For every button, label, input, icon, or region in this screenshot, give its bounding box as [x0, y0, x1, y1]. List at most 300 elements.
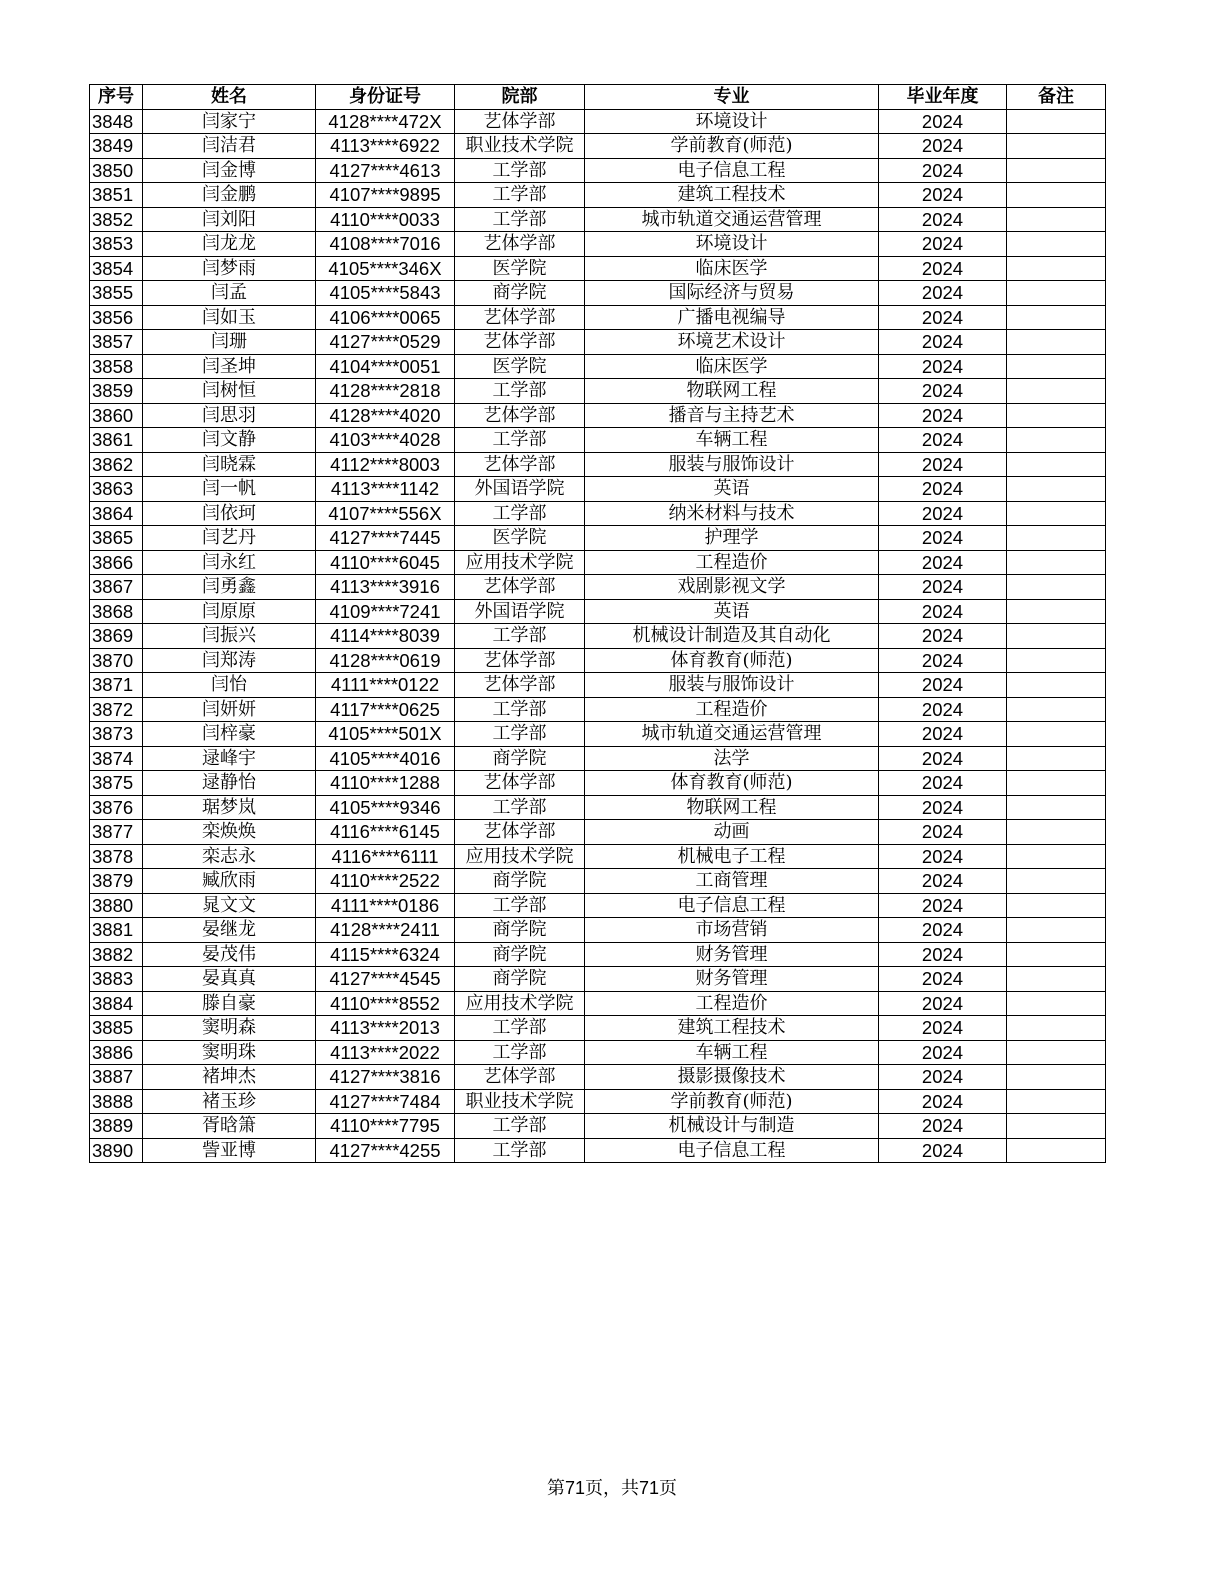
name-cell: 闫梓豪 [143, 722, 316, 747]
department-cell: 工学部 [455, 183, 585, 208]
department-cell: 工学部 [455, 501, 585, 526]
department-cell: 应用技术学院 [455, 550, 585, 575]
remarks-cell [1007, 844, 1106, 869]
remarks-cell [1007, 428, 1106, 453]
graduation-year-cell: 2024 [879, 1016, 1007, 1041]
id-number-cell: 4111****0186 [316, 893, 455, 918]
table-row [90, 305, 1106, 330]
major-cell: 戏剧影视文学 [585, 575, 879, 600]
graduation-year-cell: 2024 [879, 477, 1007, 502]
department-cell: 工学部 [455, 795, 585, 820]
graduation-year-cell: 2024 [879, 1138, 1007, 1163]
name-cell: 闫勇鑫 [143, 575, 316, 600]
major-cell: 物联网工程 [585, 379, 879, 404]
department-cell: 工学部 [455, 428, 585, 453]
graduation-year-cell: 2024 [879, 918, 1007, 943]
graduation-year-cell: 2024 [879, 1114, 1007, 1139]
remarks-cell [1007, 379, 1106, 404]
seq-cell: 3871 [90, 673, 143, 698]
table-row [90, 599, 1106, 624]
id-number-cell: 4128****2411 [316, 918, 455, 943]
name-cell: 逯峰宇 [143, 746, 316, 771]
table-row [90, 207, 1106, 232]
department-cell: 工学部 [455, 1040, 585, 1065]
seq-cell: 3874 [90, 746, 143, 771]
seq-cell: 3860 [90, 403, 143, 428]
id-number-cell: 4110****8552 [316, 991, 455, 1016]
remarks-cell [1007, 501, 1106, 526]
seq-cell: 3884 [90, 991, 143, 1016]
remarks-cell [1007, 526, 1106, 551]
graduate-roster-table [89, 84, 1106, 1163]
department-cell: 工学部 [455, 1016, 585, 1041]
id-number-cell: 4128****2818 [316, 379, 455, 404]
table-row [90, 330, 1106, 355]
major-cell: 播音与主持艺术 [585, 403, 879, 428]
remarks-cell [1007, 1016, 1106, 1041]
name-cell: 逯静怡 [143, 771, 316, 796]
department-cell: 应用技术学院 [455, 844, 585, 869]
table-row [90, 746, 1106, 771]
seq-cell: 3851 [90, 183, 143, 208]
table-row [90, 354, 1106, 379]
name-cell: 闫思羽 [143, 403, 316, 428]
graduation-year-cell: 2024 [879, 575, 1007, 600]
major-cell: 电子信息工程 [585, 158, 879, 183]
major-cell: 机械设计制造及其自动化 [585, 624, 879, 649]
seq-cell: 3869 [90, 624, 143, 649]
table-row [90, 722, 1106, 747]
name-cell: 闫树恒 [143, 379, 316, 404]
table-row [90, 232, 1106, 257]
remarks-cell [1007, 256, 1106, 281]
table-row [90, 183, 1106, 208]
remarks-cell [1007, 550, 1106, 575]
seq-cell: 3879 [90, 869, 143, 894]
major-cell: 工程造价 [585, 991, 879, 1016]
seq-cell: 3853 [90, 232, 143, 257]
seq-cell: 3890 [90, 1138, 143, 1163]
header-graduation-year: 毕业年度 [879, 85, 1007, 110]
graduation-year-cell: 2024 [879, 722, 1007, 747]
name-cell: 晁文文 [143, 893, 316, 918]
department-cell: 商学院 [455, 281, 585, 306]
footer-prefix: 第 [546, 1478, 565, 1499]
header-name: 姓名 [143, 85, 316, 110]
header-major: 专业 [585, 85, 879, 110]
graduation-year-cell: 2024 [879, 673, 1007, 698]
table-row [90, 820, 1106, 845]
table-row [90, 134, 1106, 159]
id-number-cell: 4103****4028 [316, 428, 455, 453]
major-cell: 体育教育(师范) [585, 771, 879, 796]
table-row [90, 158, 1106, 183]
seq-cell: 3881 [90, 918, 143, 943]
id-number-cell: 4113****1142 [316, 477, 455, 502]
seq-cell: 3857 [90, 330, 143, 355]
name-cell: 晏茂伟 [143, 942, 316, 967]
major-cell: 机械电子工程 [585, 844, 879, 869]
major-cell: 临床医学 [585, 354, 879, 379]
seq-cell: 3888 [90, 1089, 143, 1114]
department-cell: 艺体学部 [455, 575, 585, 600]
name-cell: 晏继龙 [143, 918, 316, 943]
table-row [90, 673, 1106, 698]
major-cell: 学前教育(师范) [585, 134, 879, 159]
table-row [90, 795, 1106, 820]
seq-cell: 3864 [90, 501, 143, 526]
department-cell: 医学院 [455, 354, 585, 379]
graduation-year-cell: 2024 [879, 403, 1007, 428]
table-body [90, 109, 1106, 1163]
department-cell: 艺体学部 [455, 771, 585, 796]
graduation-year-cell: 2024 [879, 624, 1007, 649]
table-row [90, 869, 1106, 894]
name-cell: 闫金鹏 [143, 183, 316, 208]
table-row [90, 991, 1106, 1016]
department-cell: 艺体学部 [455, 403, 585, 428]
id-number-cell: 4116****6111 [316, 844, 455, 869]
seq-cell: 3878 [90, 844, 143, 869]
table-row [90, 697, 1106, 722]
table-row [90, 452, 1106, 477]
department-cell: 工学部 [455, 207, 585, 232]
department-cell: 艺体学部 [455, 820, 585, 845]
name-cell: 闫艺丹 [143, 526, 316, 551]
seq-cell: 3868 [90, 599, 143, 624]
name-cell: 栾焕焕 [143, 820, 316, 845]
id-number-cell: 4105****9346 [316, 795, 455, 820]
remarks-cell [1007, 1114, 1106, 1139]
table-row [90, 942, 1106, 967]
name-cell: 闫家宁 [143, 109, 316, 134]
seq-cell: 3850 [90, 158, 143, 183]
graduation-year-cell: 2024 [879, 967, 1007, 992]
major-cell: 服装与服饰设计 [585, 452, 879, 477]
remarks-cell [1007, 869, 1106, 894]
major-cell: 护理学 [585, 526, 879, 551]
remarks-cell [1007, 795, 1106, 820]
id-number-cell: 4128****4020 [316, 403, 455, 428]
graduation-year-cell: 2024 [879, 428, 1007, 453]
seq-cell: 3875 [90, 771, 143, 796]
major-cell: 电子信息工程 [585, 893, 879, 918]
seq-cell: 3859 [90, 379, 143, 404]
department-cell: 工学部 [455, 379, 585, 404]
name-cell: 胥晗箫 [143, 1114, 316, 1139]
id-number-cell: 4105****346X [316, 256, 455, 281]
graduation-year-cell: 2024 [879, 550, 1007, 575]
name-cell: 闫文静 [143, 428, 316, 453]
major-cell: 英语 [585, 599, 879, 624]
seq-cell: 3873 [90, 722, 143, 747]
remarks-cell [1007, 1065, 1106, 1090]
seq-cell: 3880 [90, 893, 143, 918]
remarks-cell [1007, 1089, 1106, 1114]
major-cell: 市场营销 [585, 918, 879, 943]
seq-cell: 3872 [90, 697, 143, 722]
seq-cell: 3861 [90, 428, 143, 453]
department-cell: 职业技术学院 [455, 1089, 585, 1114]
department-cell: 工学部 [455, 1114, 585, 1139]
table-row [90, 256, 1106, 281]
id-number-cell: 4108****7016 [316, 232, 455, 257]
name-cell: 琚梦岚 [143, 795, 316, 820]
remarks-cell [1007, 648, 1106, 673]
name-cell: 闫妍妍 [143, 697, 316, 722]
id-number-cell: 4105****4016 [316, 746, 455, 771]
department-cell: 医学院 [455, 526, 585, 551]
name-cell: 闫金博 [143, 158, 316, 183]
department-cell: 外国语学院 [455, 477, 585, 502]
graduation-year-cell: 2024 [879, 869, 1007, 894]
major-cell: 财务管理 [585, 942, 879, 967]
table-row [90, 109, 1106, 134]
id-number-cell: 4127****4613 [316, 158, 455, 183]
remarks-cell [1007, 599, 1106, 624]
graduation-year-cell: 2024 [879, 452, 1007, 477]
department-cell: 艺体学部 [455, 673, 585, 698]
remarks-cell [1007, 771, 1106, 796]
table-row [90, 1065, 1106, 1090]
graduation-year-cell: 2024 [879, 893, 1007, 918]
seq-cell: 3889 [90, 1114, 143, 1139]
major-cell: 机械设计与制造 [585, 1114, 879, 1139]
graduation-year-cell: 2024 [879, 746, 1007, 771]
department-cell: 商学院 [455, 746, 585, 771]
department-cell: 商学院 [455, 869, 585, 894]
department-cell: 艺体学部 [455, 452, 585, 477]
id-number-cell: 4113****3916 [316, 575, 455, 600]
id-number-cell: 4110****7795 [316, 1114, 455, 1139]
footer-page-number: 71 [564, 1478, 585, 1498]
id-number-cell: 4110****0033 [316, 207, 455, 232]
id-number-cell: 4127****0529 [316, 330, 455, 355]
seq-cell: 3854 [90, 256, 143, 281]
major-cell: 摄影摄像技术 [585, 1065, 879, 1090]
name-cell: 闫梦雨 [143, 256, 316, 281]
seq-cell: 3848 [90, 109, 143, 134]
footer-middle: 页，共 [585, 1478, 639, 1499]
remarks-cell [1007, 722, 1106, 747]
department-cell: 商学院 [455, 967, 585, 992]
department-cell: 艺体学部 [455, 109, 585, 134]
major-cell: 纳米材料与技术 [585, 501, 879, 526]
major-cell: 工商管理 [585, 869, 879, 894]
major-cell: 建筑工程技术 [585, 183, 879, 208]
seq-cell: 3856 [90, 305, 143, 330]
seq-cell: 3862 [90, 452, 143, 477]
remarks-cell [1007, 403, 1106, 428]
remarks-cell [1007, 673, 1106, 698]
table-row [90, 403, 1106, 428]
table-row [90, 1016, 1106, 1041]
remarks-cell [1007, 942, 1106, 967]
remarks-cell [1007, 354, 1106, 379]
graduation-year-cell: 2024 [879, 305, 1007, 330]
graduation-year-cell: 2024 [879, 599, 1007, 624]
id-number-cell: 4106****0065 [316, 305, 455, 330]
remarks-cell [1007, 918, 1106, 943]
remarks-cell [1007, 477, 1106, 502]
remarks-cell [1007, 575, 1106, 600]
department-cell: 工学部 [455, 624, 585, 649]
header-id-number: 身份证号 [316, 85, 455, 110]
table-row [90, 1114, 1106, 1139]
table-row [90, 379, 1106, 404]
id-number-cell: 4117****0625 [316, 697, 455, 722]
name-cell: 闫晓霖 [143, 452, 316, 477]
remarks-cell [1007, 452, 1106, 477]
name-cell: 訾亚博 [143, 1138, 316, 1163]
name-cell: 闫刘阳 [143, 207, 316, 232]
id-number-cell: 4114****8039 [316, 624, 455, 649]
table-row [90, 1138, 1106, 1163]
name-cell: 褚坤杰 [143, 1065, 316, 1090]
major-cell: 车辆工程 [585, 428, 879, 453]
graduation-year-cell: 2024 [879, 1089, 1007, 1114]
graduation-year-cell: 2024 [879, 820, 1007, 845]
table-row [90, 648, 1106, 673]
major-cell: 体育教育(师范) [585, 648, 879, 673]
table-row [90, 967, 1106, 992]
remarks-cell [1007, 820, 1106, 845]
id-number-cell: 4104****0051 [316, 354, 455, 379]
remarks-cell [1007, 991, 1106, 1016]
remarks-cell [1007, 158, 1106, 183]
major-cell: 车辆工程 [585, 1040, 879, 1065]
graduation-year-cell: 2024 [879, 526, 1007, 551]
graduation-year-cell: 2024 [879, 1065, 1007, 1090]
seq-cell: 3852 [90, 207, 143, 232]
major-cell: 城市轨道交通运营管理 [585, 722, 879, 747]
table-row [90, 624, 1106, 649]
name-cell: 闫孟 [143, 281, 316, 306]
id-number-cell: 4107****556X [316, 501, 455, 526]
id-number-cell: 4128****472X [316, 109, 455, 134]
id-number-cell: 4107****9895 [316, 183, 455, 208]
graduation-year-cell: 2024 [879, 771, 1007, 796]
header-remarks: 备注 [1007, 85, 1106, 110]
graduation-year-cell: 2024 [879, 844, 1007, 869]
id-number-cell: 4113****2022 [316, 1040, 455, 1065]
major-cell: 广播电视编导 [585, 305, 879, 330]
graduation-year-cell: 2024 [879, 379, 1007, 404]
graduation-year-cell: 2024 [879, 991, 1007, 1016]
graduation-year-cell: 2024 [879, 354, 1007, 379]
major-cell: 建筑工程技术 [585, 1016, 879, 1041]
seq-cell: 3885 [90, 1016, 143, 1041]
table-row [90, 1089, 1106, 1114]
name-cell: 栾志永 [143, 844, 316, 869]
name-cell: 闫原原 [143, 599, 316, 624]
id-number-cell: 4127****3816 [316, 1065, 455, 1090]
name-cell: 闫依珂 [143, 501, 316, 526]
footer-total-pages: 71 [639, 1478, 660, 1498]
remarks-cell [1007, 967, 1106, 992]
graduation-year-cell: 2024 [879, 330, 1007, 355]
name-cell: 滕自豪 [143, 991, 316, 1016]
table-row [90, 428, 1106, 453]
id-number-cell: 4127****4255 [316, 1138, 455, 1163]
name-cell: 闫怡 [143, 673, 316, 698]
major-cell: 法学 [585, 746, 879, 771]
remarks-cell [1007, 1138, 1106, 1163]
id-number-cell: 4127****7445 [316, 526, 455, 551]
graduation-year-cell: 2024 [879, 795, 1007, 820]
table-row [90, 550, 1106, 575]
department-cell: 艺体学部 [455, 648, 585, 673]
remarks-cell [1007, 624, 1106, 649]
department-cell: 商学院 [455, 918, 585, 943]
seq-cell: 3887 [90, 1065, 143, 1090]
id-number-cell: 4127****4545 [316, 967, 455, 992]
major-cell: 动画 [585, 820, 879, 845]
graduation-year-cell: 2024 [879, 501, 1007, 526]
major-cell: 环境艺术设计 [585, 330, 879, 355]
id-number-cell: 4116****6145 [316, 820, 455, 845]
table-row [90, 918, 1106, 943]
department-cell: 医学院 [455, 256, 585, 281]
major-cell: 工程造价 [585, 550, 879, 575]
id-number-cell: 4110****2522 [316, 869, 455, 894]
seq-cell: 3865 [90, 526, 143, 551]
id-number-cell: 4127****7484 [316, 1089, 455, 1114]
id-number-cell: 4110****6045 [316, 550, 455, 575]
major-cell: 工程造价 [585, 697, 879, 722]
table-row [90, 281, 1106, 306]
department-cell: 应用技术学院 [455, 991, 585, 1016]
major-cell: 城市轨道交通运营管理 [585, 207, 879, 232]
name-cell: 闫珊 [143, 330, 316, 355]
major-cell: 英语 [585, 477, 879, 502]
department-cell: 艺体学部 [455, 305, 585, 330]
department-cell: 工学部 [455, 1138, 585, 1163]
seq-cell: 3883 [90, 967, 143, 992]
remarks-cell [1007, 183, 1106, 208]
header-department: 院部 [455, 85, 585, 110]
seq-cell: 3876 [90, 795, 143, 820]
header-seq: 序号 [90, 85, 143, 110]
name-cell: 褚玉珍 [143, 1089, 316, 1114]
id-number-cell: 4115****6324 [316, 942, 455, 967]
remarks-cell [1007, 134, 1106, 159]
id-number-cell: 4112****8003 [316, 452, 455, 477]
major-cell: 电子信息工程 [585, 1138, 879, 1163]
department-cell: 艺体学部 [455, 232, 585, 257]
table-row [90, 526, 1106, 551]
id-number-cell: 4109****7241 [316, 599, 455, 624]
remarks-cell [1007, 697, 1106, 722]
major-cell: 服装与服饰设计 [585, 673, 879, 698]
table-row [90, 893, 1106, 918]
graduation-year-cell: 2024 [879, 183, 1007, 208]
remarks-cell [1007, 232, 1106, 257]
seq-cell: 3877 [90, 820, 143, 845]
major-cell: 临床医学 [585, 256, 879, 281]
name-cell: 闫洁君 [143, 134, 316, 159]
table-row [90, 771, 1106, 796]
graduation-year-cell: 2024 [879, 109, 1007, 134]
id-number-cell: 4128****0619 [316, 648, 455, 673]
name-cell: 闫永红 [143, 550, 316, 575]
major-cell: 物联网工程 [585, 795, 879, 820]
remarks-cell [1007, 330, 1106, 355]
id-number-cell: 4111****0122 [316, 673, 455, 698]
seq-cell: 3858 [90, 354, 143, 379]
remarks-cell [1007, 109, 1106, 134]
seq-cell: 3867 [90, 575, 143, 600]
